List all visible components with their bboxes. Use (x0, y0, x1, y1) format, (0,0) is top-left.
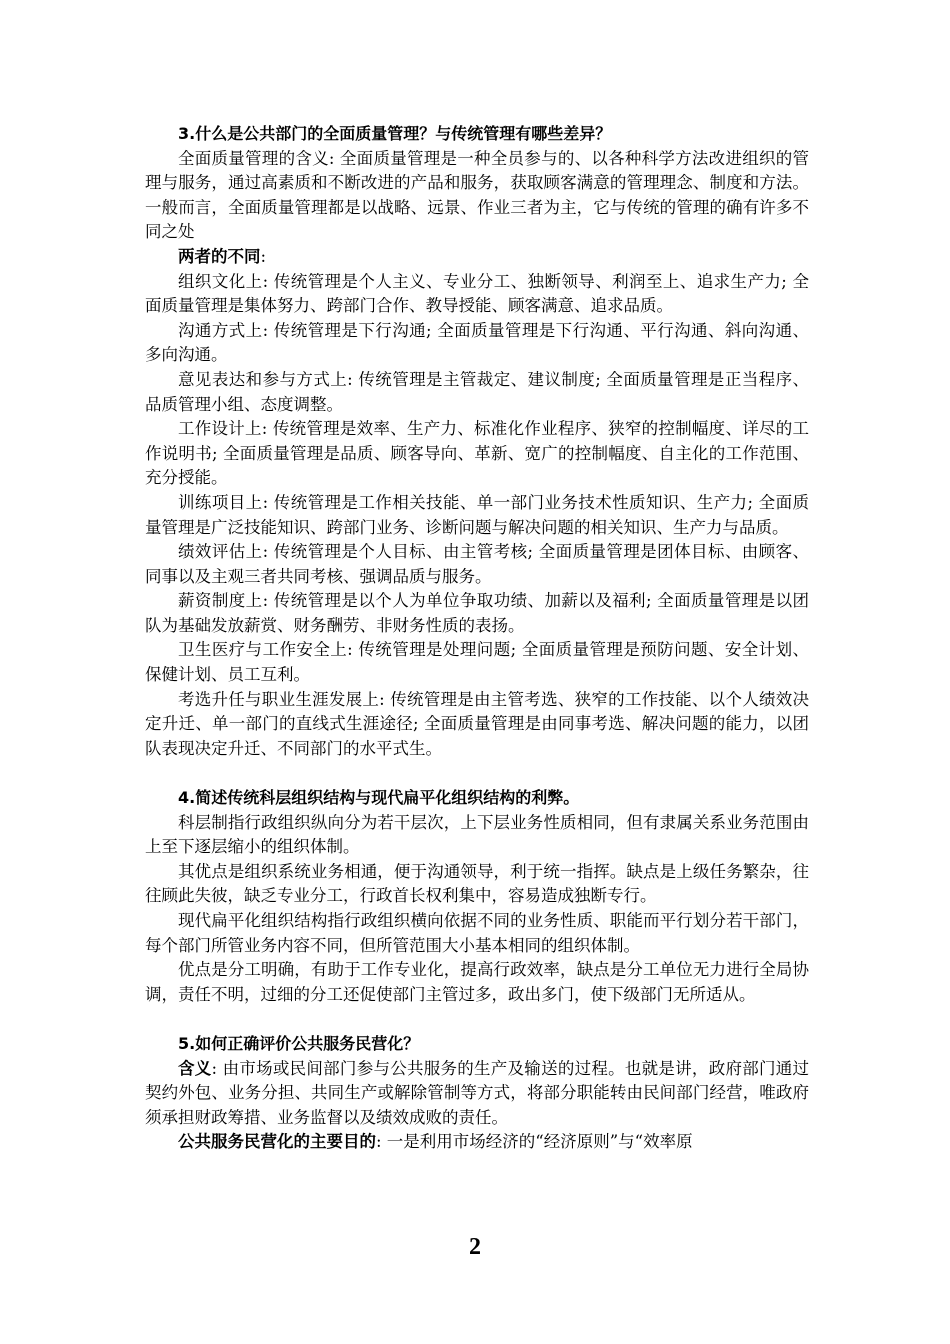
paragraph: 绩效评估上: 传统管理是个人目标、由主管考核; 全面质量管理是团体目标、由顾客、同事以及主观三者共同考核、强调品质与服务。 (145, 542, 809, 586)
paragraph: 科层制指行政组织纵向分为若干层次，上下层业务性质相同，但有隶属关系业务范围由上至下逐层缩小的组织体制。 (145, 812, 809, 857)
section-heading: 5.如何正确评价公共服务民营化？ (178, 1033, 420, 1053)
section-heading: 4.简述传统科层组织结构与现代扁平化组织结构的利弊。 (178, 788, 580, 808)
paragraph: 沟通方式上: 传统管理是下行沟通; 全面质量管理是下行沟通、平行沟通、斜向沟通、多向沟通。 (145, 320, 809, 365)
paragraph-lead: 含义 (178, 1058, 212, 1078)
paragraph: 现代扁平化组织结构指行政组织横向依据不同的业务性质、职能而平行划分若干部门，每个部门所管业务内容不同，但所管范围大小基本相同的组织体制。 (145, 911, 809, 955)
document-body (145, 122, 809, 1155)
paragraph: 意见表达和参与方式上: 传统管理是主管裁定、建议制度; 全面质量管理是正当程序、品质管理小组、态度调整。 (145, 369, 809, 414)
paragraph: 两者的不同: (178, 246, 267, 266)
paragraph: 卫生医疗与工作安全上: 传统管理是处理问题; 全面质量管理是预防问题、安全计划、保健计划、员工互利。 (145, 640, 809, 685)
paragraph: 考选升任与职业生涯发展上: 传统管理是由主管考选、狭窄的工作技能、以个人绩效决定升迁、单一部门的直线式生涯途径; 全面质量管理是由同事考选、解决问题的能力，以团队表现决定升迁、不同部门的水平式生。 (145, 689, 809, 758)
paragraph-lead: 两者的不同 (178, 246, 261, 266)
section-spacer (145, 761, 809, 786)
paragraph: 组织文化上: 传统管理是个人主义、专业分工、独断领导、利润至上、追求生产力; 全面质量管理是集体努力、跨部门合作、教导授能、顾客满意、追求品质。 (145, 271, 809, 316)
paragraph-lead: 公共服务民营化的主要目的 (178, 1132, 376, 1152)
paragraph: 含义: 由市场或民间部门参与公共服务的生产及输送的过程。也就是讲，政府部门通过契约外包、业务分担、共同生产或解除管制等方式，将部分职能转由民间部门经营，唯政府须承担财政筹措、业务监督以及绩效成败的责任。 (145, 1058, 809, 1127)
paragraph: 薪资制度上: 传统管理是以个人为单位争取功绩、加薪以及福利; 全面质量管理是以团队为基础发放薪赏、财务酬劳、非财务性质的表扬。 (145, 591, 809, 635)
section-heading: 3.什么是公共部门的全面质量管理？与传统管理有哪些差异？ (178, 124, 612, 143)
page-number: 2 (469, 1234, 481, 1260)
section-spacer (145, 1007, 809, 1032)
paragraph: 全面质量管理的含义: 全面质量管理是一种全员参与的、以各种科学方法改进组织的管理与服务，通过高素质和不断改进的产品和服务，获取顾客满意的管理理念、制度和方法。一般而言，全面质量管理都是以战略、远景、作业三者为主，它与传统的管理的确有许多不同之处 (145, 148, 809, 242)
paragraph: 工作设计上: 传统管理是效率、生产力、标准化作业程序、狭窄的控制幅度、详尽的工作说明书; 全面质量管理是品质、顾客导向、革新、宽广的控制幅度、自主化的工作范围、充分授能。 (145, 419, 809, 488)
paragraph: 其优点是组织系统业务相通，便于沟通领导，利于统一指挥。缺点是上级任务繁杂，往往顾此失彼，缺乏专业分工，行政首长权利集中，容易造成独断专行。 (145, 861, 809, 906)
paragraph: 公共服务民营化的主要目的: 一是利用市场经济的“经济原则”与“效率原 (178, 1132, 693, 1152)
paragraph: 优点是分工明确，有助于工作专业化，提高行政效率，缺点是分工单位无力进行全局协调，责任不明，过细的分工还促使部门主管过多，政出多门，使下级部门无所适从。 (145, 960, 809, 1004)
paragraph: 训练项目上: 传统管理是工作相关技能、单一部门业务技术性质知识、生产力; 全面质量管理是广泛技能知识、跨部门业务、诊断问题与解决问题的相关知识、生产力与品质。 (145, 492, 809, 537)
